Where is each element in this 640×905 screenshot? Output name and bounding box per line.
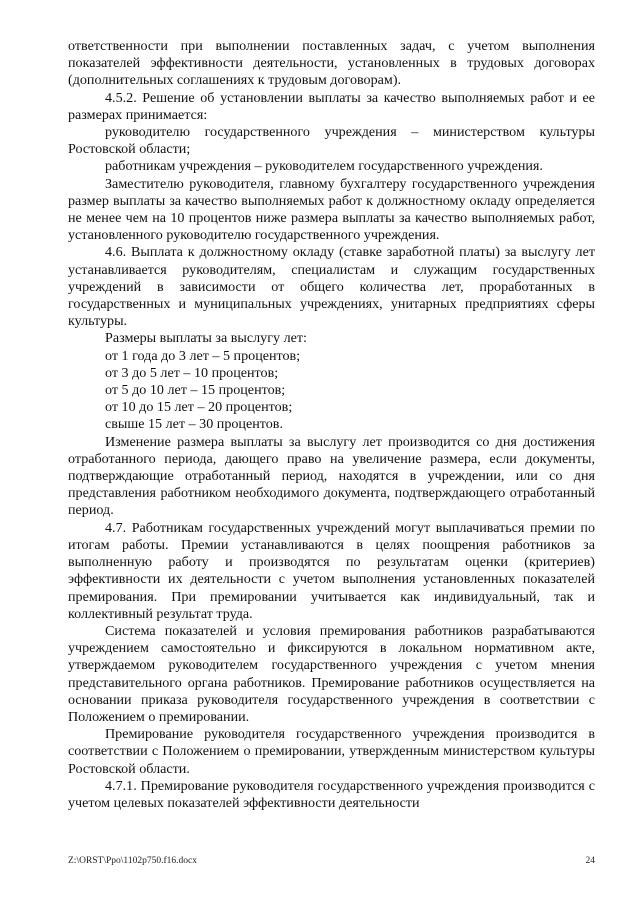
paragraph: Заместителю руководителя, главному бухгалтеру государственного учреждения размер выплаты за качество выполняемых работ к должностному окладу определяется не менее чем на 10 процентов ниже размера выплаты за качество выполняемых работ, установленного руководителю государственного учреждения. [68, 175, 595, 244]
file-path: Z:\ORST\Ppo\1102p750.f16.docx [68, 856, 197, 866]
list-item: от 3 до 5 лет – 10 процентов; [105, 364, 279, 381]
list-item: от 10 до 15 лет – 20 процентов; [105, 399, 293, 416]
paragraph: работникам учреждения – руководителем государственного учреждения. [105, 158, 543, 175]
paragraph: 4.7.1. Премирование руководителя государственного учреждения производится с учетом целевых показателей эффективности деятельности [68, 777, 595, 811]
document-page [68, 38, 595, 812]
paragraph: ответственности при выполнении поставленных задач, с учетом выполнения показателей эффективности деятельности, установленных в трудовых договорах (дополнительных соглашениях к трудовым договорам). [68, 38, 595, 89]
list-item: от 1 года до 3 лет – 5 процентов; [105, 347, 301, 364]
list-item: от 5 до 10 лет – 15 процентов; [105, 382, 286, 399]
paragraph: 4.5.2. Решение об установлении выплаты за качество выполняемых работ и ее размерах принимается: [68, 89, 595, 123]
paragraph: Изменение размера выплаты за выслугу лет производится со дня достижения отработанного периода, дающего право на увеличение размера, если документы, подтверждающие отработанный период, находятся в учреждении, или со дня представления работником необходимого документа, подтверждающего отработанный период. [68, 433, 595, 519]
paragraph: 4.6. Выплата к должностному окладу (ставке заработной платы) за выслугу лет устанавливается руководителям, специалистам и служащим государственных учреждений в зависимости от общего количества лет, проработанных в государственных и муниципальных учреждениях, унитарных предприятиях сферы культуры. [68, 244, 595, 330]
list-item: свыше 15 лет – 30 процентов. [105, 416, 283, 433]
paragraph: руководителю государственного учреждения – министерством культуры Ростовской области; [68, 124, 595, 158]
paragraph: Система показателей и условия премирования работников разрабатываются учреждением самостоятельно и фиксируются в локальном нормативном акте, утверждаемом руководителем государственного учреждения с учетом мнения представительного органа работников. Премирование работников осуществляется на основании приказа руководителя государственного учреждения в соответствии с Положением о премировании. [68, 622, 595, 725]
page-number: 24 [585, 856, 595, 866]
list-item: Размеры выплаты за выслугу лет: [105, 330, 307, 347]
paragraph: 4.7. Работникам государственных учреждений могут выплачиваться премии по итогам работы. Премии устанавливаются в целях поощрения работников за выполненную работу и производятся по результатам оценки (критериев) эффективности их деятельности с учетом выполнения установленных показателей премирования. При премировании учитывается как индивидуальный, так и коллективный результат труда. [68, 519, 595, 622]
paragraph: Премирование руководителя государственного учреждения производится в соответствии с Положением о премировании, утвержденным министерством культуры Ростовской области. [68, 726, 595, 777]
